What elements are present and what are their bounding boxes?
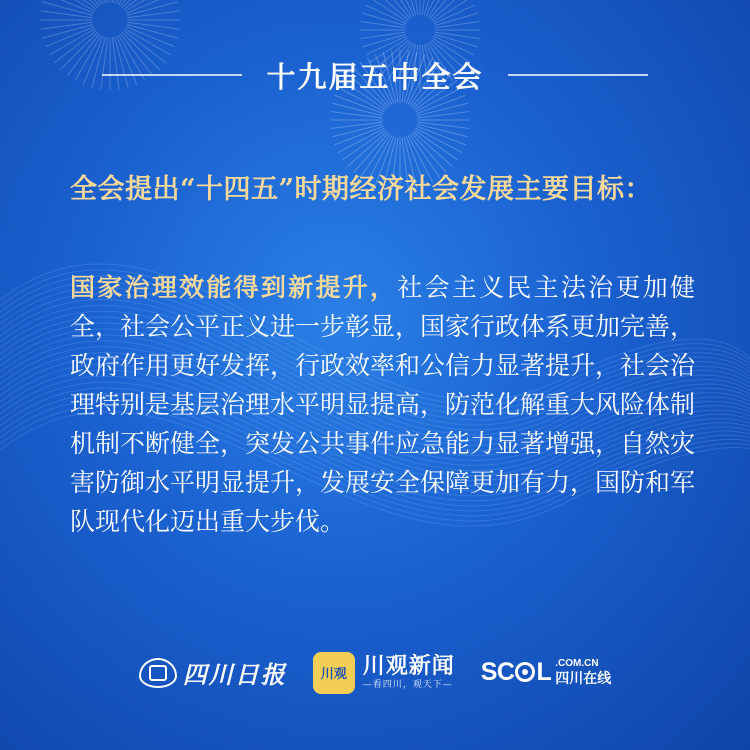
scol-word-left: SC: [480, 658, 515, 686]
page-title: 十九届五中全会: [266, 59, 484, 94]
chuanguan-name: 川观新闻: [362, 653, 455, 679]
logo-scol: [481, 658, 612, 687]
logo-sichuan-daily: [139, 655, 287, 690]
body-text: 社会主义民主法治更加健全，社会公平正义进一步彰显，国家行政体系更加完善，政府作用更好发挥，行政效率和公信力显著提升，社会治理特别是基层治理水平明显提高，防范化解重大风险体制机制不断健全，突发公共事件应急能力显著增强，自然灾害防御水平明显提升，发展安全保障更加有力，国防和军队现代化迈出重大步伐。: [70, 273, 696, 536]
body-highlight: 国家治理效能得到新提升，: [70, 273, 398, 302]
scol-domain: .COM.CN: [555, 658, 599, 669]
chuanguan-slogan: —看四川，观天下—: [362, 680, 453, 690]
header-line-right: [508, 74, 648, 76]
scol-wordmark: [481, 658, 552, 687]
header: [0, 50, 750, 100]
chuanguan-badge-icon: 川观: [313, 652, 355, 694]
scol-name-cn: 四川在线: [555, 671, 612, 687]
sichuan-daily-emblem-icon: [139, 658, 177, 688]
logo-row: [0, 650, 750, 695]
scol-o-icon: [515, 662, 535, 682]
body-paragraph: [70, 268, 695, 541]
logo-chuanguan: [313, 652, 455, 694]
subtitle: 全会提出“十四五”时期经济社会发展主要目标：: [70, 174, 653, 205]
scol-word-right: L: [536, 658, 552, 686]
sichuan-daily-name: 四川日报: [182, 660, 287, 689]
header-line-left: [102, 74, 242, 76]
